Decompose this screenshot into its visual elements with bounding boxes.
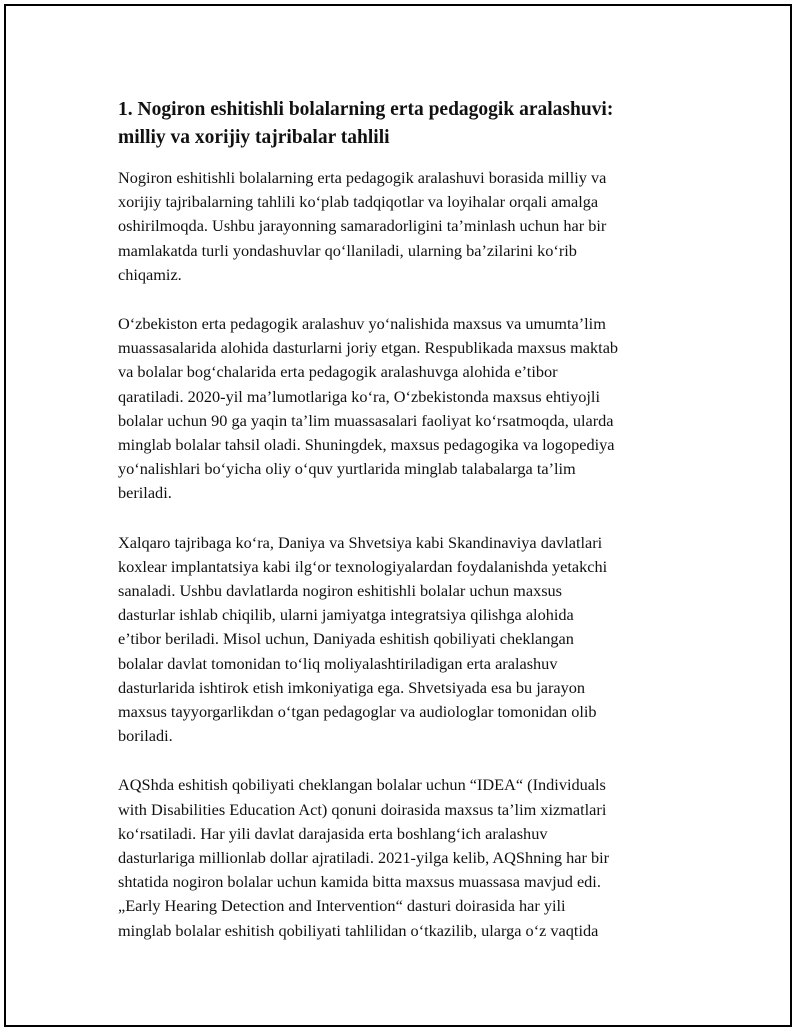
- text-line: maxsus tayyorgarlikdan o‘tgan pedagoglar va audiologlar tomonidan olib: [118, 702, 597, 722]
- text-line: with Disabilities Education Act) qonuni doirasida maxsus ta’lim xizmatlari: [118, 799, 607, 819]
- text-line: chiqamiz.: [118, 264, 182, 284]
- text-line: yo‘nalishlari bo‘yicha oliy o‘quv yurtlarida minglab talabalarga ta’lim: [118, 459, 576, 479]
- text-line: AQShda eshitish qobiliyati cheklangan bolalar uchun “IDEA“ (Individuals: [118, 775, 606, 795]
- text-line: beriladi.: [118, 483, 172, 503]
- paragraph-uzbekistan: [118, 312, 693, 506]
- text-line: minglab bolalar tahsil oladi. Shuningdek, maxsus pedagogika va logopediya: [118, 435, 615, 455]
- text-line: shtatida nogiron bolalar uchun kamida bitta maxsus muassasa mavjud edi.: [118, 872, 601, 892]
- text-line: bolalar uchun 90 ga yaqin ta’lim muassasalari faoliyat ko‘rsatmoqda, ularda: [118, 410, 614, 430]
- text-line: sanaladi. Ushbu davlatlarda nogiron eshitishli bolalar uchun maxsus: [118, 581, 563, 601]
- section-heading: [118, 96, 693, 152]
- text-line: oshirilmoqda. Ushbu jarayonning samaradorligini ta’minlash uchun har bir: [118, 216, 607, 236]
- text-line: dasturlarida ishtirok etish imkoniyatiga ega. Shvetsiyada esa bu jarayon: [118, 677, 586, 697]
- text-line: muassasalarida alohida dasturlarni joriy etgan. Respublikada maxsus maktab: [118, 338, 619, 358]
- heading-line: 1. Nogiron eshitishli bolalarning erta pedagogik aralashuvi:: [118, 99, 614, 120]
- text-line: koxlear implantatsiya kabi ilg‘or texnologiyalardan foydalanishda yetakchi: [118, 556, 608, 576]
- text-line: Nogiron eshitishli bolalarning erta pedagogik aralashuvi borasida milliy va: [118, 168, 607, 187]
- text-line: dasturlar ishlab chiqilib, ularni jamiyatga integratsiya qilishga alohida: [118, 605, 574, 625]
- text-line: „Early Hearing Detection and Intervention“ dasturi doirasida har yili: [118, 896, 566, 916]
- paragraph-intro: [118, 166, 693, 287]
- text-line: Xalqaro tajribaga ko‘ra, Daniya va Shvetsiya kabi Skandinaviya davlatlari: [118, 532, 603, 552]
- paragraph-international: [118, 531, 693, 749]
- text-line: boriladi.: [118, 726, 173, 746]
- text-line: minglab bolalar eshitish qobiliyati tahlilidan o‘tkazilib, ularga o‘z vaqtida: [118, 920, 599, 940]
- text-line: e’tibor beriladi. Misol uchun, Daniyada eshitish qobiliyati cheklangan: [118, 629, 574, 649]
- document-content: [118, 96, 693, 968]
- text-line: mamlakatda turli yondashuvlar qo‘llaniladi, ularning ba’zilarini ko‘rib: [118, 240, 577, 260]
- text-line: ko‘rsatiladi. Har yili davlat darajasida erta boshlang‘ich aralashuv: [118, 823, 548, 843]
- heading-line: milliy va xorijiy tajribalar tahlili: [118, 127, 390, 148]
- text-line: va bolalar bog‘chalarida erta pedagogik aralashuvga alohida e’tibor: [118, 362, 558, 382]
- text-line: bolalar davlat tomonidan to‘liq moliyalashtiriladigan erta aralashuv: [118, 653, 558, 673]
- paragraph-usa: [118, 773, 693, 942]
- text-line: O‘zbekiston erta pedagogik aralashuv yo‘nalishida maxsus va umumta’lim: [118, 314, 606, 334]
- text-line: qaratiladi. 2020-yil ma’lumotlariga ko‘ra, O‘zbekistonda maxsus ehtiyojli: [118, 386, 600, 406]
- text-line: xorijiy tajribalarning tahlili ko‘plab tadqiqotlar va loyihalar orqali amalga: [118, 192, 599, 212]
- text-line: dasturlariga millionlab dollar ajratiladi. 2021-yilga kelib, AQShning har bir: [118, 848, 610, 868]
